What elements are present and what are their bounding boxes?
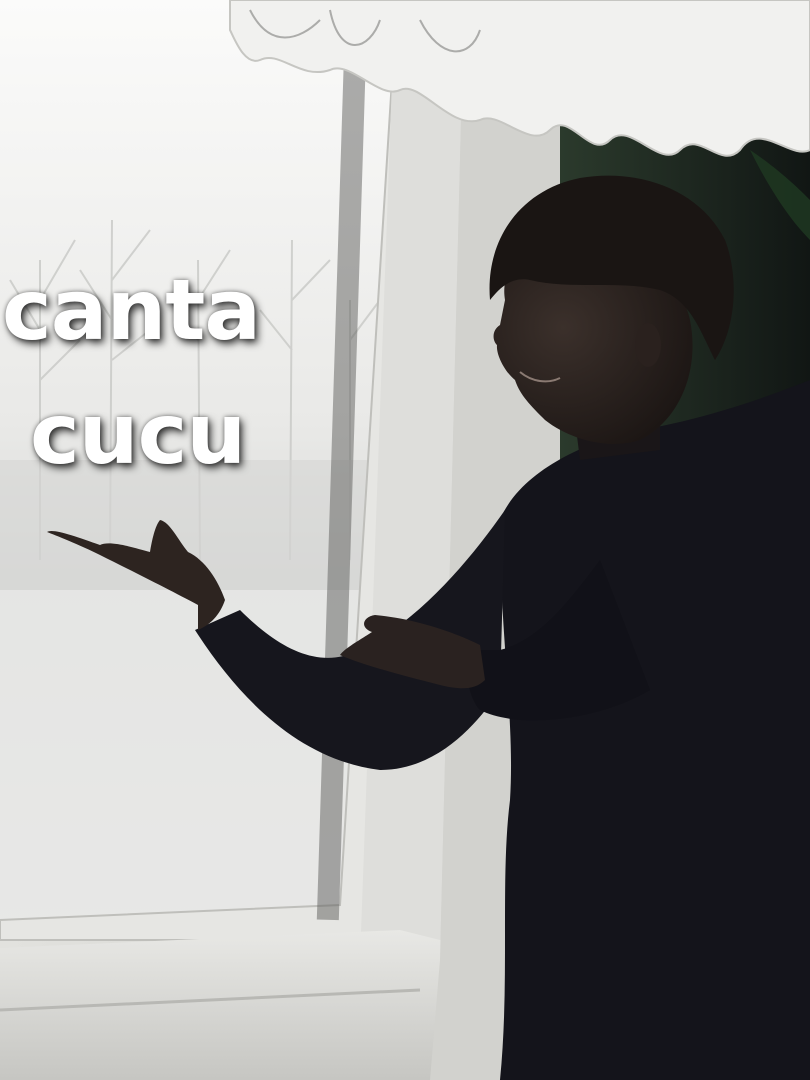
person-ear bbox=[635, 323, 661, 367]
caption-line-2: cucu bbox=[30, 385, 246, 483]
caption-line-1: canta bbox=[2, 261, 261, 359]
person-torso bbox=[500, 380, 810, 1080]
